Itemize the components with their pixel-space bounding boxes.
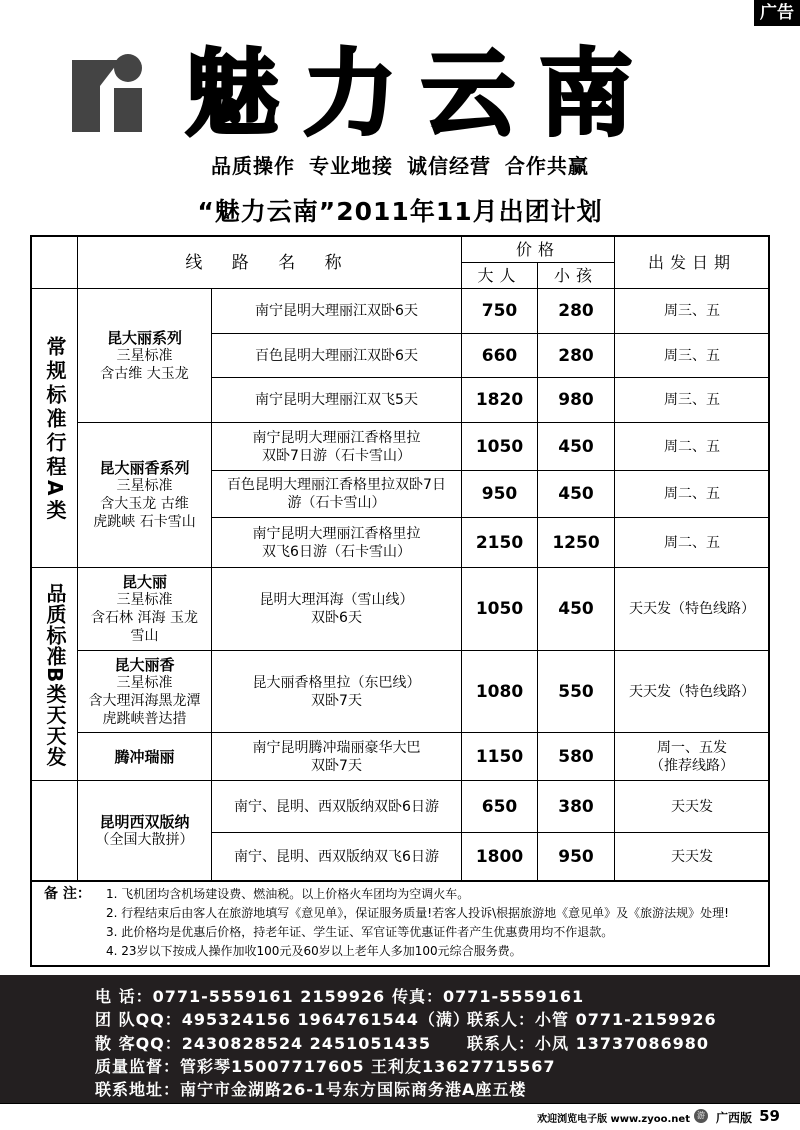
group-sub: 含古维 大玉龙 xyxy=(100,365,189,382)
header-departure: 出发日期 xyxy=(615,237,770,289)
header-route: 线 路 名 称 xyxy=(78,237,462,289)
footer-edition: 广西版 xyxy=(715,1111,752,1125)
note-line: 1. 飞机团均含机场建设费、燃油税。以上价格火车团均为空调火车。 xyxy=(106,887,470,901)
adult-price: 750 xyxy=(462,289,538,334)
group-kundalixiang xyxy=(78,423,212,568)
adult-price: 1080 xyxy=(462,651,538,733)
route-text: 双卧7天 xyxy=(311,757,362,774)
group-name: 昆大丽系列 xyxy=(106,328,182,347)
group-tengchong xyxy=(78,733,212,781)
group-name: 昆大丽 xyxy=(121,573,167,591)
departure-text: 周一、五发 xyxy=(657,739,727,756)
note-line: 4. 23岁以下按成人操作加收100元及60岁以上老年人多加100元综合服务费。 xyxy=(106,944,522,958)
departure-cell xyxy=(615,471,770,518)
child-price: 950 xyxy=(538,833,615,882)
route-text: 百色昆明大理丽江香格里拉双卧7日 xyxy=(227,477,446,493)
child-price: 450 xyxy=(538,423,615,471)
section-c-cell xyxy=(32,781,78,882)
brand-logo-icon xyxy=(70,52,152,136)
child-price: 580 xyxy=(538,733,615,781)
departure-cell xyxy=(615,518,770,568)
section-a-label xyxy=(32,297,78,562)
group-sub: 虎跳峡 石卡雪山 xyxy=(93,514,196,530)
footer-badge-icon: 游 xyxy=(694,1109,708,1123)
header-child: 小孩 xyxy=(538,263,615,289)
departure-text: 周三、五 xyxy=(664,392,720,408)
route-cell xyxy=(212,423,462,471)
route-text: 昆大丽香格里拉（东巴线） xyxy=(252,674,421,691)
adult-price: 1800 xyxy=(462,833,538,882)
contact-fax: 传真：0771-5559161 xyxy=(392,987,585,1006)
group-name: 昆明西双版纳 xyxy=(99,813,190,831)
adult-price: 660 xyxy=(462,334,538,378)
group-sub: 三星标准 xyxy=(116,347,173,364)
adult-price: 1050 xyxy=(462,568,538,651)
route-text: 南宁昆明大理丽江双卧6天 xyxy=(255,303,418,319)
child-price: 450 xyxy=(538,568,615,651)
section-a-text: 常规标准行程A类 xyxy=(43,335,67,524)
group-sub: 含大理洱海黑龙潭 xyxy=(88,692,201,709)
child-price: 450 xyxy=(538,471,615,518)
departure-text: 天天发 xyxy=(671,798,713,815)
route-cell xyxy=(212,289,462,334)
group-kundali xyxy=(78,289,212,423)
route-text: 双卧7日游（石卡雪山） xyxy=(262,447,411,464)
adult-price: 1820 xyxy=(462,378,538,423)
group-sub: 三星标准 xyxy=(116,592,173,608)
group-name: 腾冲瑞丽 xyxy=(114,747,175,766)
route-cell xyxy=(212,334,462,378)
child-price: 550 xyxy=(538,651,615,733)
group-kundali-b xyxy=(78,568,212,651)
route-text: 昆明大理洱海（雪山线） xyxy=(259,592,414,608)
departure-text: （推荐线路） xyxy=(650,757,734,774)
note-line: 2. 行程结束后由客人在旅游地填写《意见单》，保证服务质量!若客人投诉\根据旅游地《意见单》及《旅游法规》处理! xyxy=(106,906,729,920)
adult-price: 950 xyxy=(462,471,538,518)
plan-title: “魅力云南”2011年11月出团计划 xyxy=(197,197,603,226)
route-cell xyxy=(212,781,462,833)
section-b-label xyxy=(32,571,78,779)
adult-price: 2150 xyxy=(462,518,538,568)
contact-bar xyxy=(0,975,800,1103)
brand-title: 魅力云南 xyxy=(185,40,658,149)
group-sub: （全国大散拼） xyxy=(95,832,194,848)
price-table xyxy=(30,235,770,967)
notes-label: 备 注： xyxy=(44,886,91,902)
footer-site: 欢迎浏览电子版 www.zyoo.net xyxy=(537,1114,690,1125)
page-footer xyxy=(0,1103,800,1130)
adult-price: 1050 xyxy=(462,423,538,471)
child-price: 980 xyxy=(538,378,615,423)
header-price: 价格 xyxy=(462,237,615,263)
contact-phone: 电 话：0771-5559161 2159926 xyxy=(95,987,386,1006)
departure-cell xyxy=(615,833,770,882)
child-price: 280 xyxy=(538,289,615,334)
contact-team-qq: 团 队QQ：495324156 1964761544（满） xyxy=(95,1010,470,1029)
departure-cell xyxy=(615,334,770,378)
section-b-text: 品质标准B类天天发 xyxy=(43,582,67,768)
route-cell xyxy=(212,568,462,651)
departure-cell xyxy=(615,423,770,471)
contact-team-person: 联系人：小管 0771-2159926 xyxy=(467,1010,717,1029)
corner-cell xyxy=(32,237,78,289)
departure-cell xyxy=(615,378,770,423)
departure-text: 周二、五 xyxy=(664,534,720,551)
group-sub: 三星标准 xyxy=(116,478,173,494)
route-cell xyxy=(212,733,462,781)
ad-tag: 广告 xyxy=(754,0,800,26)
adult-price: 650 xyxy=(462,781,538,833)
child-price: 280 xyxy=(538,334,615,378)
contact-address: 联系地址：南宁市金湖路26-1号东方国际商务港A座五楼 xyxy=(95,1080,527,1099)
route-text: 百色昆明大理丽江双卧6天 xyxy=(255,347,418,364)
departure-cell xyxy=(615,651,770,733)
route-text: 南宁昆明大理丽江双飞5天 xyxy=(255,392,418,408)
route-text: 双卧6天 xyxy=(311,610,362,626)
route-text: 南宁昆明大理丽江香格里拉 xyxy=(252,429,421,446)
departure-cell xyxy=(615,733,770,781)
adult-price: 1150 xyxy=(462,733,538,781)
route-text: 游（石卡雪山） xyxy=(287,495,386,511)
departure-text: 天天发 xyxy=(671,849,713,865)
group-sub: 三星标准 xyxy=(116,674,173,691)
departure-cell xyxy=(615,568,770,651)
departure-cell xyxy=(615,289,770,334)
route-text: 双卧7天 xyxy=(311,692,362,709)
route-cell xyxy=(212,518,462,568)
departure-text: 周三、五 xyxy=(664,347,720,364)
child-price: 1250 xyxy=(538,518,615,568)
departure-text: 天天发（特色线路） xyxy=(629,601,755,617)
group-sub: 虎跳峡普达措 xyxy=(102,710,187,727)
route-cell xyxy=(212,651,462,733)
header-adult: 大人 xyxy=(462,263,538,289)
group-xishuangbanna xyxy=(78,781,212,882)
route-text: 南宁、昆明、西双版纳双飞6日游 xyxy=(234,849,439,865)
child-price: 380 xyxy=(538,781,615,833)
group-name: 昆大丽香 xyxy=(114,655,175,674)
route-text: 南宁昆明腾冲瑞丽豪华大巴 xyxy=(252,739,421,756)
route-text: 南宁、昆明、西双版纳双卧6日游 xyxy=(234,798,439,815)
note-line: 3. 此价格均是优惠后价格，持老年证、学生证、军官证等优惠证件者产生优惠费用均不作退款。 xyxy=(106,925,614,939)
departure-text: 周三、五 xyxy=(664,303,720,319)
page-number: 59 xyxy=(759,1107,780,1125)
group-sub: 含石林 洱海 玉龙 xyxy=(91,610,198,626)
departure-text: 周二、五 xyxy=(664,438,720,455)
contact-retail-qq: 散 客QQ：2430828524 2451051435 xyxy=(95,1034,432,1053)
contact-retail-person: 联系人：小凤 13737086980 xyxy=(467,1034,710,1053)
route-text: 南宁昆明大理丽江香格里拉 xyxy=(252,525,421,542)
route-text: 双飞6日游（石卡雪山） xyxy=(262,543,411,560)
route-cell xyxy=(212,378,462,423)
group-kundalixiang-b xyxy=(78,651,212,733)
slogan: 品质操作 专业地接 诚信经营 合作共赢 xyxy=(211,154,589,178)
contact-supervision: 质量监督：管彩琴15007717605 王利友13627715567 xyxy=(95,1057,556,1076)
departure-text: 周二、五 xyxy=(664,486,720,502)
departure-text: 天天发（特色线路） xyxy=(629,683,755,700)
group-name: 昆大丽香系列 xyxy=(99,459,190,477)
group-sub: 含大玉龙 古维 xyxy=(100,496,189,512)
departure-cell xyxy=(615,781,770,833)
route-cell xyxy=(212,833,462,882)
group-sub: 雪山 xyxy=(130,628,159,644)
route-cell xyxy=(212,471,462,518)
notes xyxy=(30,880,770,967)
